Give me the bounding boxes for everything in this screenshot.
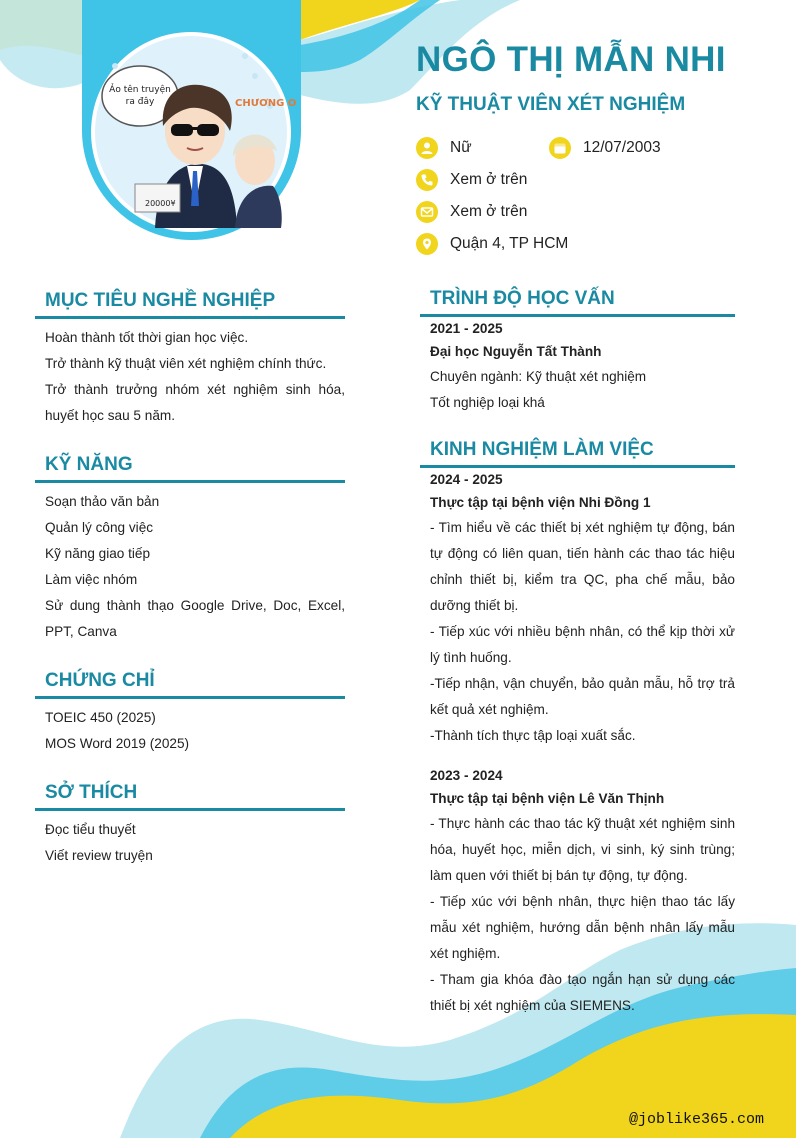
skill-item: Làm việc nhóm [45,572,138,587]
job-detail: - Tiếp xúc với bệnh nhân, thực hiện thao tác lấy mẫu xét nghiệm, hướng dẫn bệnh nhân lấy mẫu xét nghiệm. [430,894,735,961]
svg-text:Ảo tên truyệnra đây: Ảo tên truyện ra đây [109,85,171,107]
hobby-item: Viết review truyện [45,848,153,863]
job-detail: - Tiếp xúc với nhiều bệnh nhân, có thể kịp thời xử lý tình huống. [430,624,735,665]
phone-value: Xem ở trên [450,171,528,188]
objective-title: MỤC TIÊU NGHỀ NGHIỆP [35,290,345,319]
job-period: 2023 - 2024 [430,768,503,783]
hobbies-title: SỞ THÍCH [35,782,345,811]
certificate-item: MOS Word 2019 (2025) [45,736,190,751]
contact-gender [416,137,472,159]
avatar [95,36,297,228]
job-detail: -Thành tích thực tập loại xuất sắc. [430,728,636,743]
avatar-illustration [95,36,297,228]
mail-icon [416,201,438,223]
education-school: Đại học Nguyễn Tất Thành [430,344,602,359]
education-period: 2021 - 2025 [430,321,503,336]
avatar-sign-text: CHƯƠNG O [235,98,297,109]
contact-address [416,233,568,255]
education-major: Chuyên ngành: Kỹ thuật xét nghiệm [430,369,647,384]
experience-body [430,469,735,1019]
job-detail: - Thực hành các thao tác kỹ thuật xét nghiệm sinh hóa, huyết học, miễn dịch, vi sinh, ký sinh trùng; làm quen với thiết bị bán tự động, tự động. [430,816,735,883]
birthdate-value: 12/07/2003 [583,139,661,156]
contact-birthdate [549,137,661,159]
certificate-item: TOEIC 450 (2025) [45,710,156,725]
job-place: Thực tập tại bệnh viện Lê Văn Thịnh [430,791,665,806]
job-title: KỸ THUẬT VIÊN XÉT NGHIỆM [416,94,686,115]
job-detail: - Tìm hiểu về các thiết bị xét nghiệm tự động, bán tự động có liên quan, tiến hành các thao tác hiệu chỉnh thiết bị, kiểm tra QC, pha chế mẫu, bảo dưỡng thiết bị. [430,520,735,613]
contact-email [416,201,527,223]
skills-title: KỸ NĂNG [35,454,345,483]
skills-body [45,489,345,645]
full-name: NGÔ THỊ MẪN NHI [416,40,726,79]
skill-item: Sử dung thành thạo Google Drive, Doc, Excel, PPT, Canva [45,598,345,639]
objective-line: Hoàn thành tốt thời gian học việc. [45,330,249,345]
job-place: Thực tập tại bệnh viện Nhi Đồng 1 [430,495,651,510]
footer-brand: @joblike365.com [628,1111,764,1128]
avatar-number-text: 20000¥ [145,199,176,208]
education-body [430,318,735,416]
email-value: Xem ở trên [450,203,528,220]
address-value: Quận 4, TP HCM [450,235,569,252]
objective-line: Trở thành trưởng nhóm xét nghiệm sinh hóa, huyết học sau 5 năm. [45,382,345,423]
education-grade: Tốt nghiệp loại khá [430,395,545,410]
skill-item: Soạn thảo văn bản [45,494,160,509]
calendar-icon [549,137,571,159]
certificates-title: CHỨNG CHỈ [35,670,345,699]
gender-value: Nữ [450,139,472,156]
certificates-body [45,705,345,757]
person-icon [416,137,438,159]
contact-phone [416,169,527,191]
job-period: 2024 - 2025 [430,472,503,487]
skill-item: Quản lý công việc [45,520,154,535]
education-title: TRÌNH ĐỘ HỌC VẤN [420,288,735,317]
objective-line: Trở thành kỹ thuật viên xét nghiệm chính thức. [45,356,327,371]
location-icon [416,233,438,255]
skill-item: Kỹ năng giao tiếp [45,546,151,561]
phone-icon [416,169,438,191]
job-detail: -Tiếp nhận, vận chuyển, bảo quản mẫu, hỗ trợ trả kết quả xét nghiệm. [430,676,735,717]
objective-body [45,325,345,429]
job-detail: - Tham gia khóa đào tạo ngắn hạn sử dụng các thiết bị xét nghiệm của SIEMENS. [430,972,735,1013]
hobby-item: Đọc tiểu thuyết [45,822,136,837]
experience-title: KINH NGHIỆM LÀM VIỆC [420,439,735,468]
hobbies-body [45,817,345,869]
top-pale-wave [0,0,90,88]
